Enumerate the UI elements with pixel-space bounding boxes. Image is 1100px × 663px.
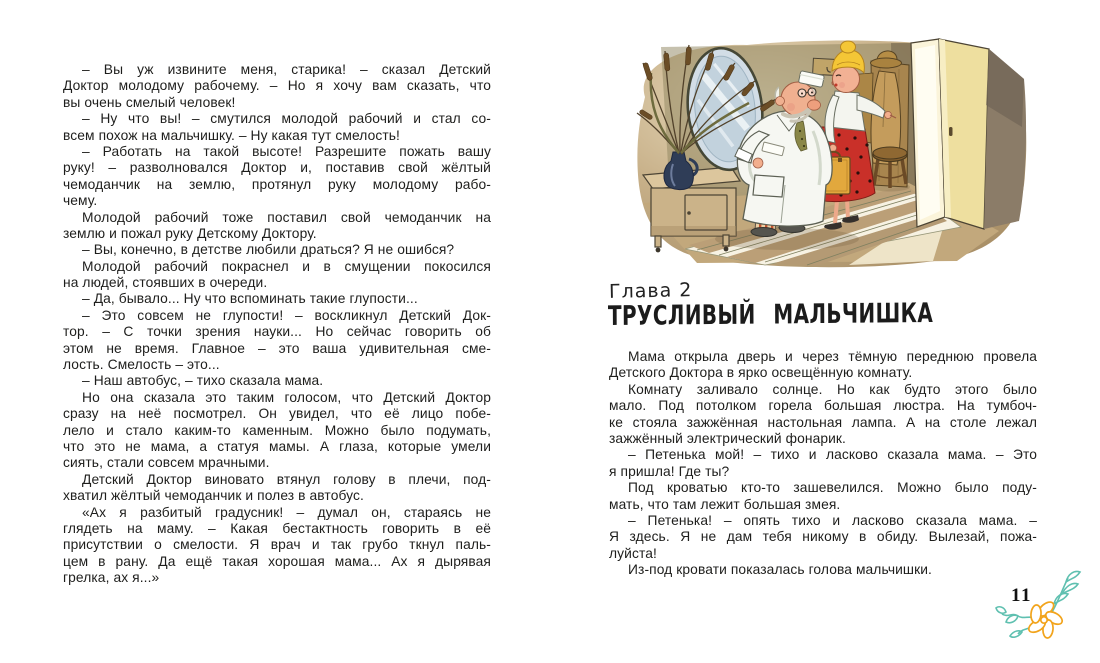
text-line: Но она сказала это таким голосом, что Детский Доктор: [82, 389, 491, 405]
text-line: сразу на неё посмотрел. Он увидел, что её лицо побе-: [63, 406, 491, 422]
text-line: – Наш автобус, – тихо сказала мама.: [82, 373, 324, 389]
text-line: Мама открыла дверь и через тёмную переднюю провела: [628, 349, 1037, 364]
text-line: Под кроватью кто-то зашевелился. Можно было поду-: [628, 480, 1037, 496]
text-line: вы очень смелый человек!: [63, 94, 236, 110]
text-line: грелка, ах я...»: [63, 570, 160, 586]
text-line: я пришла! Где ты?: [609, 463, 730, 479]
text-line: глядеть на маму. – Какая бестактность говорить в её: [63, 520, 491, 536]
text-line: лело и стало каким-то каменным. Можно было подумать,: [63, 422, 491, 438]
text-line: луйста!: [609, 545, 657, 561]
text-line: на людей, стоявших в очереди.: [63, 275, 268, 291]
text-line: присутствии о смелости. Я врач и так грубо ткнул паль-: [63, 537, 491, 553]
text-line: зажжённый электрический фонарик.: [609, 430, 846, 446]
text-line: – Ну что вы! – смутился молодой рабочий и стал со-: [82, 111, 491, 127]
text-line: чемоданчик на землю, протянул руку молодому рабо-: [63, 176, 491, 192]
text-line: – Работать на такой высоте! Разрешите пожать вашу: [82, 143, 491, 159]
text-line: Из-под кровати показалась голова мальчишки.: [628, 562, 932, 578]
text-line: – Вы уж извините меня, старика! – сказал Детский: [82, 62, 491, 77]
door-handle: [949, 127, 953, 136]
text-line: сиять, стали совсем мрачными.: [63, 455, 270, 471]
text-line: Молодой рабочий покраснел и в смущении покосился: [82, 258, 491, 274]
text-line: землю и пожал руку Детскому Доктору.: [63, 225, 317, 241]
text-line: мать, что там лежит большая змея.: [609, 496, 841, 512]
text-line: Молодой рабочий тоже поставил свой чемоданчик на: [82, 209, 491, 225]
text-line: – Петенька! – опять тихо и ласково сказала мама. –: [628, 512, 1037, 528]
text-line: Детского Доктора в ярко освещённую комнату.: [609, 365, 913, 381]
text-line: чему.: [63, 193, 98, 209]
text-line: – Да, бывало... Ну что вспоминать такие глупости...: [82, 291, 418, 307]
hallway-illustration: [627, 35, 1031, 269]
text-line: лость. Смелость – это...: [63, 357, 220, 373]
left-page-text: [63, 62, 491, 587]
text-line: руку! – разволновался Доктор и, поставив свой жёлтый: [63, 160, 491, 176]
text-line: Комнату заливало солнце. Но как будто этого было: [628, 381, 1037, 397]
white-coat: [737, 111, 832, 226]
text-line: Я здесь. Я не дам тебя никому в обиду. Вылезай, пожа-: [609, 529, 1037, 545]
text-line: всем похож на мальчишку. – Ну какая тут смелость!: [63, 127, 400, 143]
chapter-title: ТРУСЛИВЫЙ МАЛЬЧИШКА: [607, 297, 934, 332]
open-door: [911, 39, 1026, 229]
chapter-label: Глава 2: [608, 279, 693, 303]
text-line: мало. Под потолком горела большая люстра. На тумбоч-: [609, 398, 1037, 414]
text-line: тор. – С точки зрения науки... Но сейчас говорить об: [63, 324, 491, 340]
text-line: Детский Доктор виновато втянул голову в плечи, под-: [82, 471, 491, 487]
text-line: Доктор молодому рабочему. – Но я хочу вам сказать, что: [63, 78, 491, 94]
page-number: 11: [1011, 585, 1032, 606]
text-line: что это не мама, а статуя мамы. А глаза, которые умели: [63, 438, 491, 454]
text-line: хватил жёлтый чемоданчик и полез в автобус.: [63, 488, 364, 504]
right-page-text: [609, 349, 1037, 578]
text-line: – Это совсем не глупости! – воскликнул Детский Док-: [82, 307, 491, 323]
hallway-illustration-svg: [627, 35, 1031, 269]
text-line: этом не время. Главное – это ваша удивительная сме-: [63, 340, 491, 356]
text-line: цем в рану. Да ещё такая хорошая мама... Ах я дырявая: [63, 553, 491, 569]
mama-face: [833, 66, 860, 93]
text-line: – Петенька мой! – тихо и ласково сказала мама. – Это: [628, 447, 1037, 463]
flower-ornament-icon: [992, 556, 1092, 656]
text-line: ке стояла зажжённая настольная лампа. А на столе лежал: [609, 414, 1037, 430]
text-line: – Вы, конечно, в детстве любили драться? Я не ошибся?: [82, 242, 455, 258]
text-line: «Ах я разбитый градусник! – думал он, стараясь не: [82, 504, 491, 520]
